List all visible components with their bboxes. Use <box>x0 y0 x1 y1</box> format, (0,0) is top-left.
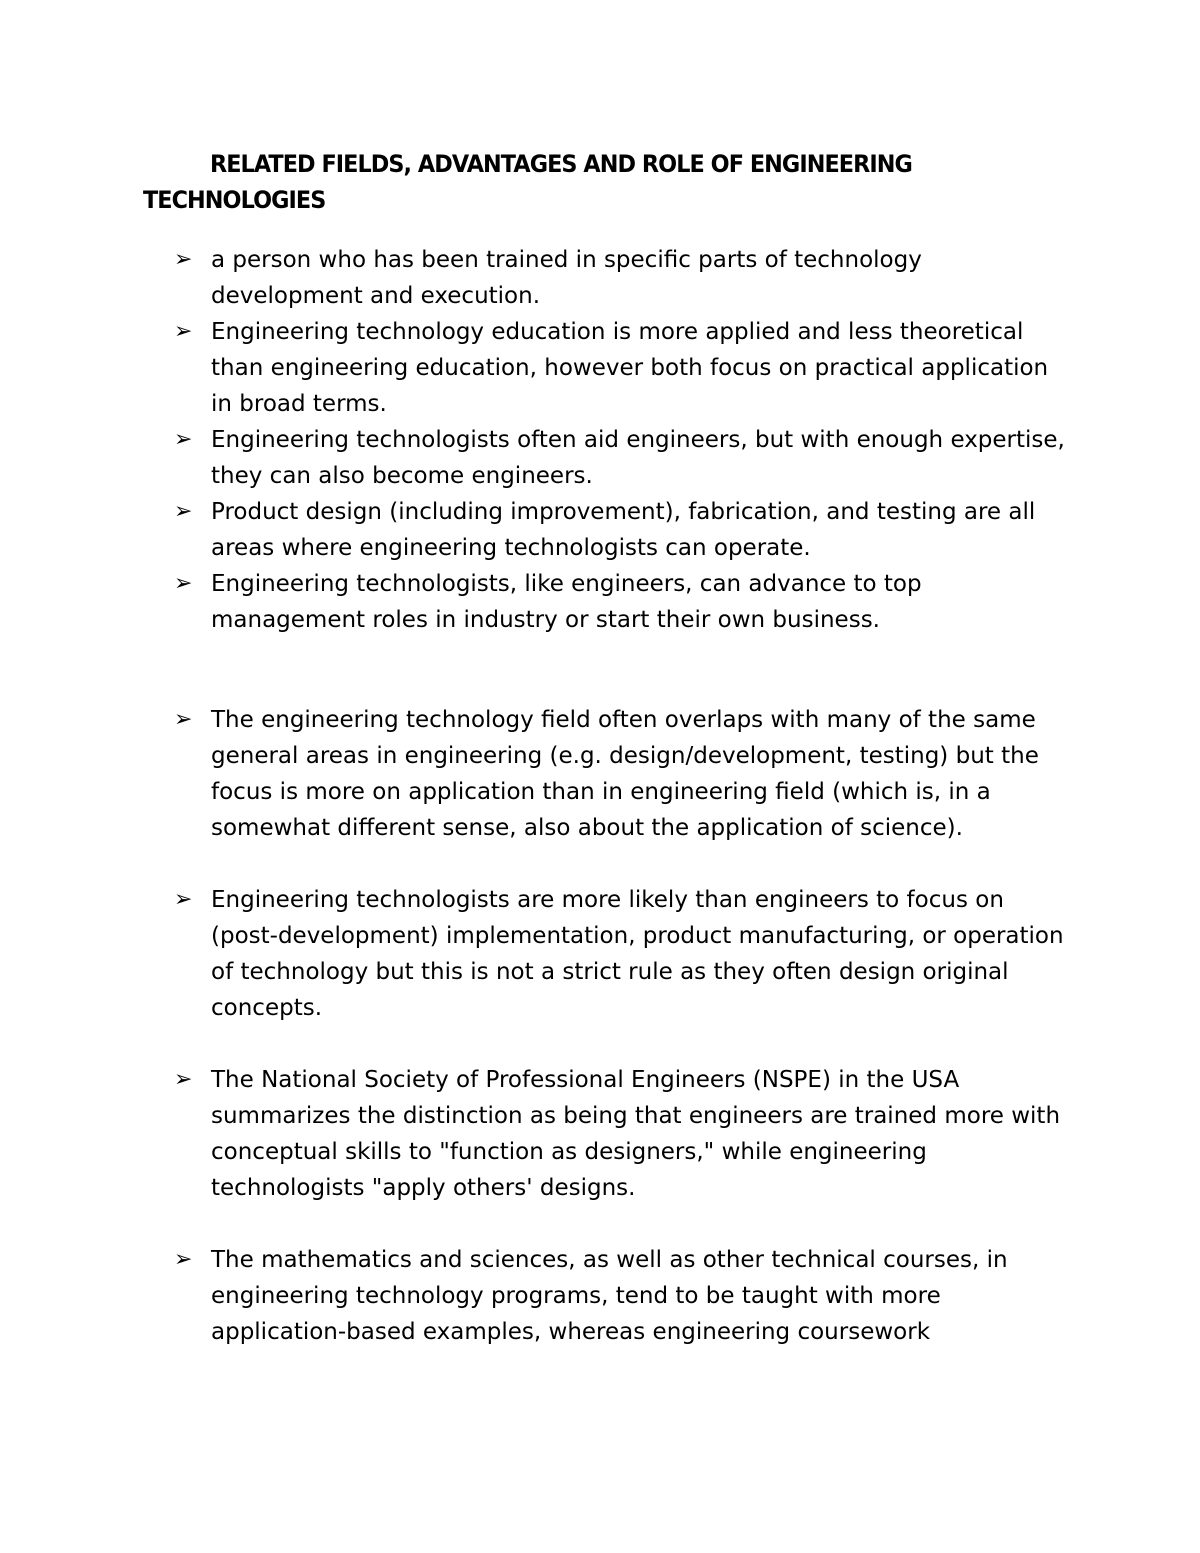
list-item-text: Engineering technologists are more likely than engineers to focus on (post-development) implementation, product manufacturing, or operation of technology but this is not a strict rule as they often design original concepts. <box>211 887 1064 1021</box>
arrow-bullet-icon: ➢ <box>174 707 193 732</box>
list-item-text: Engineering technologists often aid engineers, but with enough expertise, they can also become engineers. <box>211 427 1065 489</box>
list-item <box>174 422 1074 494</box>
list-item-text: The National Society of Professional Engineers (NSPE) in the USA summarizes the distinction as being that engineers are trained more with conceptual skills to "function as designers," while engineering technologists "apply others' designs. <box>211 1067 1061 1201</box>
arrow-bullet-icon: ➢ <box>174 499 193 524</box>
list-item-text: Engineering technologists, like engineers, can advance to top management roles in industry or start their own business. <box>211 571 922 633</box>
list-item-text: Engineering technology education is more applied and less theoretical than engineering education, however both focus on practical application in broad terms. <box>211 319 1049 417</box>
list-item <box>174 882 1074 1026</box>
list-item-text: The mathematics and sciences, as well as other technical courses, in engineering technology programs, tend to be taught with more application-based examples, whereas engineering coursework <box>211 1247 1008 1345</box>
list-item <box>174 242 1074 314</box>
arrow-bullet-icon: ➢ <box>174 247 193 272</box>
list-item <box>174 1242 1074 1350</box>
list-item-text: Product design (including improvement), fabrication, and testing are all areas where engineering technologists can operate. <box>211 499 1036 561</box>
document-title: RELATED FIELDS, ADVANTAGES AND ROLE OF ENGINEERING TECHNOLOGIES <box>143 150 912 214</box>
list-item <box>174 494 1074 566</box>
arrow-bullet-icon: ➢ <box>174 887 193 912</box>
list-item <box>174 702 1074 846</box>
list-item-text: a person who has been trained in specific parts of technology development and execution. <box>211 247 922 309</box>
list-item <box>174 1062 1074 1206</box>
arrow-bullet-icon: ➢ <box>174 1067 193 1092</box>
list-item <box>174 566 1074 638</box>
list-item-text: The engineering technology field often overlaps with many of the same general areas in engineering (e.g. design/development, testing) but the focus is more on application than in engineering field (which is, in a somewhat different sense, also about the application of science). <box>211 707 1039 841</box>
bullet-list <box>174 242 1074 1350</box>
arrow-bullet-icon: ➢ <box>174 427 193 452</box>
arrow-bullet-icon: ➢ <box>174 571 193 596</box>
list-item <box>174 314 1074 422</box>
arrow-bullet-icon: ➢ <box>174 319 193 344</box>
arrow-bullet-icon: ➢ <box>174 1247 193 1272</box>
